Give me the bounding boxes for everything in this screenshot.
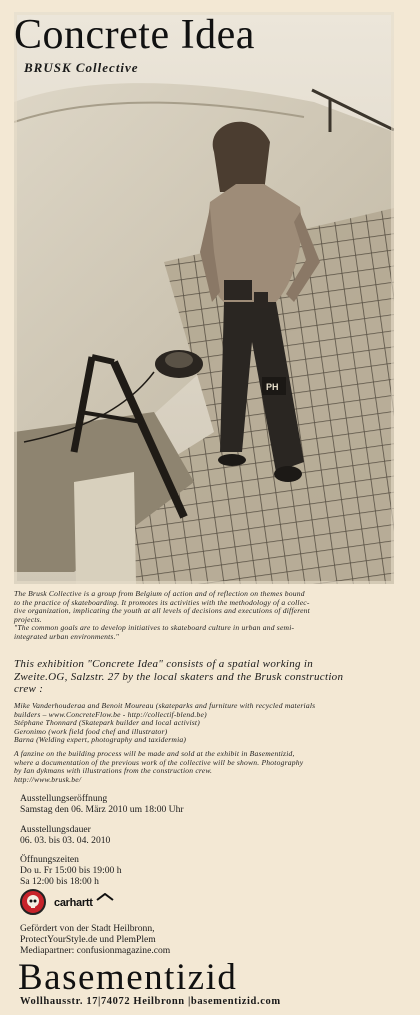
duration-value: 06. 03. bis 03. 04. 2010: [20, 835, 111, 846]
skull-logo-icon: [20, 889, 46, 915]
intro-line: integrated urban environments.": [14, 631, 120, 641]
carhartt-logo: carhartt: [54, 897, 93, 909]
sponsor-line: Gefördert von der Stadt Heilbronn,: [20, 923, 155, 934]
fanzine-line: where a documentation of the previous work of the collective will be shown. Photography: [14, 757, 304, 767]
duration-label: Ausstellungsdauer: [20, 824, 91, 835]
intro-line: to the practice of skateboarding. It promotes its activities with the methodology of a collec-: [14, 597, 310, 607]
opening-hours: [20, 854, 320, 887]
fanzine-line: A fanzine on the building process will be made and sold at the exhibit in Basementizid,: [14, 749, 295, 758]
venue-address: Wollhausstr. 17|74072 Heilbronn |basementizid.com: [20, 996, 281, 1007]
hours-saturday: Sa 12:00 bis 18:00 h: [20, 876, 99, 887]
intro-line: tive organization, implicating the youth at all levels of decisions and executions of different: [14, 606, 310, 616]
photo-badge-text: PH: [266, 382, 279, 392]
poster-subtitle: BRUSK Collective: [24, 60, 139, 75]
venue-name: Basementizid: [18, 957, 238, 998]
exhibition-line: Zweite.OG, Salzstr. 27 by the local skaters and the Brusk construction: [14, 670, 344, 683]
fanzine-paragraph: [14, 750, 406, 784]
fanzine-link[interactable]: http://www.brusk.be/: [14, 774, 82, 784]
hours-weekday: Do u. Fr 15:00 bis 19:00 h: [20, 865, 122, 876]
hours-label: Öffnungszeiten: [20, 854, 79, 865]
credit-line: Geronimo (work field food chef and illustrator): [14, 726, 168, 736]
credit-line: builders – www.ConcreteFlow.be - http://collectif-blend.be): [14, 709, 207, 719]
intro-paragraph: [14, 590, 406, 642]
opening-info: [20, 793, 320, 815]
intro-line: projects.: [14, 614, 42, 624]
credit-line: Barna (Welding expert, photography and taxidermia): [14, 735, 187, 745]
sponsors-info: [20, 923, 320, 956]
skater-photo: [14, 12, 394, 584]
photo-illustration: [14, 12, 394, 584]
intro-line: "The common goals are to develop initiatives to skateboard culture in urban and semi-: [14, 623, 295, 633]
opening-value: Samstag den 06. März 2010 um 18:00 Uhr: [20, 804, 184, 815]
carhartt-c-icon: [96, 893, 114, 901]
sponsor-line: ProtectYourStyle.de und PlemPlem: [20, 934, 156, 945]
exhibition-paragraph: [14, 658, 406, 696]
credit-line: Mike Vanderhouderaa and Benoit Moureau (skateparks and furniture with recycled materials: [14, 701, 316, 710]
duration-info: [20, 824, 320, 846]
poster-title: Concrete Idea: [14, 12, 255, 58]
intro-line: The Brusk Collective is a group from Belgium of action and of reflection on themes bound: [14, 589, 305, 598]
exhibition-line: This exhibition "Concrete Idea" consists of a spatial working in: [14, 658, 314, 670]
opening-label: Ausstellungseröffnung: [20, 793, 108, 804]
fanzine-line: by Ian dykmans with illustrations from the construction crew.: [14, 766, 213, 776]
credits-list: [14, 702, 406, 745]
sponsor-logos: [20, 889, 180, 919]
credit-line: Stéphane Thonnard (Skatepark builder and local activist): [14, 718, 200, 728]
exhibition-line: crew :: [14, 683, 44, 695]
media-partner: Mediapartner: confusionmagazine.com: [20, 945, 171, 956]
